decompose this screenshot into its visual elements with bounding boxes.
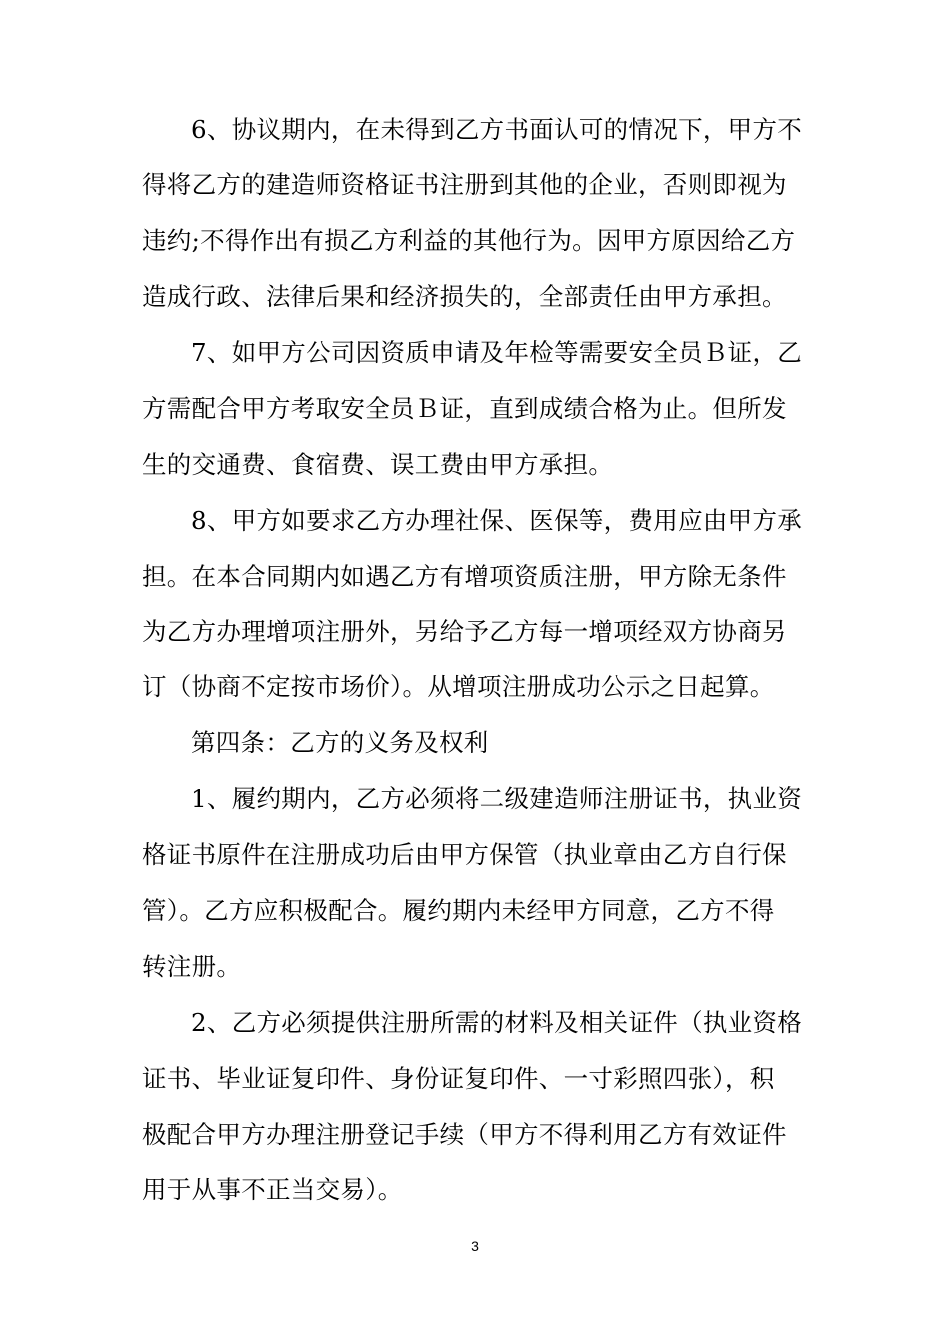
paragraph-line: 违约;不得作出有损乙方利益的其他行为。因甲方原因给乙方 xyxy=(142,226,796,255)
paragraph-line: 极配合甲方办理注册登记手续（甲方不得利用乙方有效证件 xyxy=(142,1120,787,1149)
paragraph-line: 得将乙方的建造师资格证书注册到其他的企业，否则即视为 xyxy=(142,170,787,199)
paragraph-line: 8、甲方如要求乙方办理社保、医保等，费用应由甲方承 xyxy=(191,506,803,535)
paragraph-line: 为乙方办理增项注册外，另给予乙方每一增项经双方协商另 xyxy=(142,617,787,646)
paragraph-line: 6、协议期内，在未得到乙方书面认可的情况下，甲方不 xyxy=(191,115,803,144)
paragraph-line: 2、乙方必须提供注册所需的材料及相关证件（执业资格 xyxy=(191,1008,803,1037)
paragraph-line: 造成行政、法律后果和经济损失的，全部责任由甲方承担。 xyxy=(142,282,787,311)
paragraph-line: 担。在本合同期内如遇乙方有增项资质注册，甲方除无条件 xyxy=(142,562,787,591)
paragraph-line: 方需配合甲方考取安全员Ｂ证，直到成绩合格为止。但所发 xyxy=(142,394,787,423)
paragraph-line: 用于从事不正当交易）。 xyxy=(142,1175,403,1204)
paragraph-line: 管）。乙方应积极配合。履约期内未经甲方同意，乙方不得 xyxy=(142,896,775,925)
page-number: 3 xyxy=(471,1238,479,1254)
paragraph-line: 订（协商不定按市场价）。从增项注册成功公示之日起算。 xyxy=(142,672,775,701)
paragraph-line: 1、履约期内，乙方必须将二级建造师注册证书，执业资 xyxy=(191,784,803,813)
paragraph-line: 格证书原件在注册成功后由甲方保管（执业章由乙方自行保 xyxy=(142,840,787,869)
section-heading: 第四条：乙方的义务及权利 xyxy=(191,728,489,757)
paragraph-line: 转注册。 xyxy=(142,952,242,981)
paragraph-line: 生的交通费、食宿费、误工费由甲方承担。 xyxy=(142,450,614,479)
paragraph-line: 证书、毕业证复印件、身份证复印件、一寸彩照四张），积 xyxy=(142,1064,775,1093)
paragraph-line: 7、如甲方公司因资质申请及年检等需要安全员Ｂ证，乙 xyxy=(191,338,803,367)
